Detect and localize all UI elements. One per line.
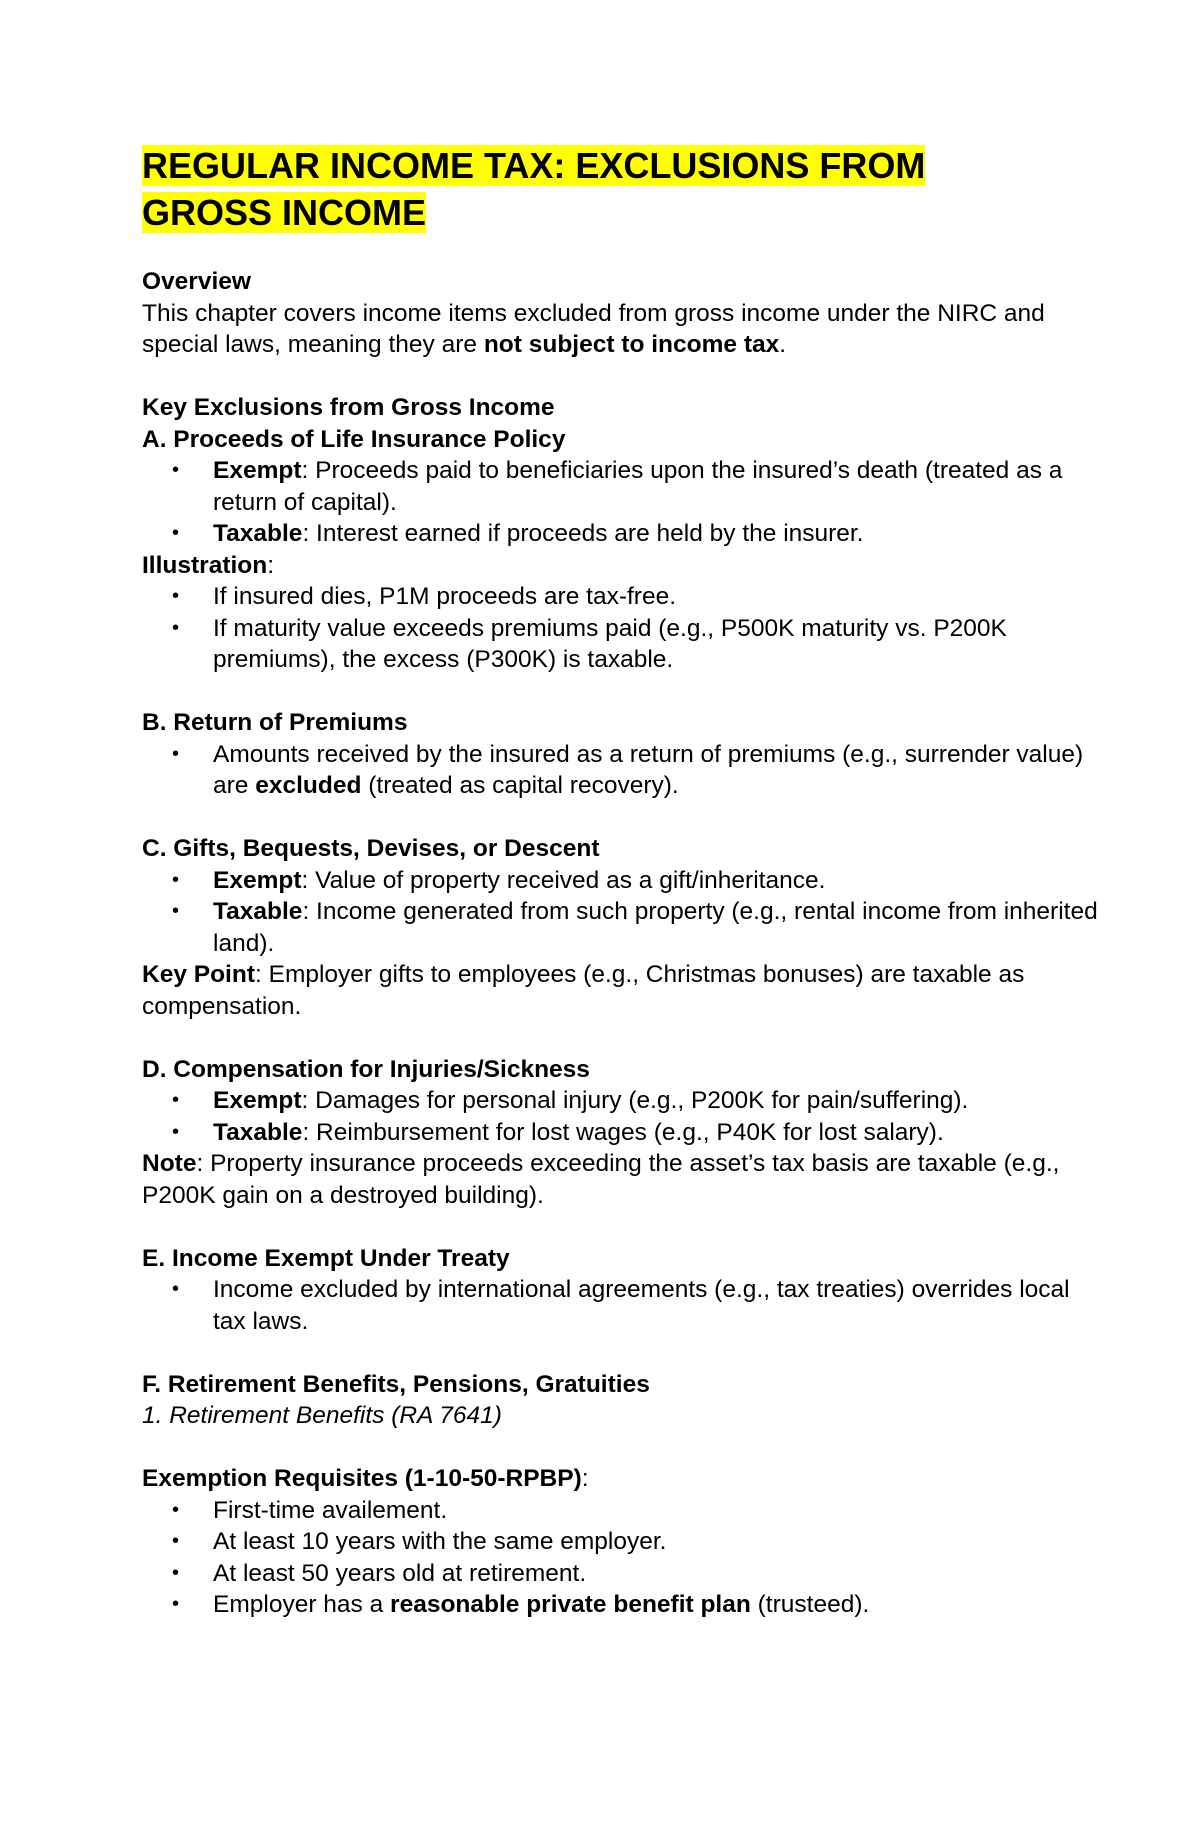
section-b-heading: B. Return of Premiums (142, 709, 408, 736)
spacer (142, 361, 1100, 393)
bullet-text: : Reimbursement for lost wages (e.g., P40K for lost salary). (302, 1118, 944, 1146)
spacer (142, 802, 1100, 834)
overview-paragraph (142, 298, 1100, 361)
list-item (142, 455, 1100, 518)
note-text: : Property insurance proceeds exceeding the asset’s tax basis are taxable (e.g., P200K gain on a destroyed building). (142, 1150, 1060, 1209)
requisites-list (142, 1495, 1100, 1621)
bullet-text: (treated as capital recovery). (361, 772, 679, 799)
section-c-list (142, 865, 1100, 960)
bullet-label: Taxable (213, 520, 303, 547)
note-text: : Employer gifts to employees (e.g., Christmas bonuses) are taxable as compensation. (142, 961, 1025, 1020)
bullet-label: Taxable (213, 898, 303, 925)
key-point-note (142, 959, 1100, 1022)
list-item: • If maturity value exceeds premiums paid (e.g., P500K maturity vs. P200K premiums), the excess (P300K) is taxable. (142, 613, 1100, 676)
section-f-subheading: 1. Retirement Benefits (RA 7641) (142, 1402, 502, 1429)
requisites-heading (142, 1463, 1100, 1495)
illustration-list (142, 581, 1100, 676)
section-e-heading: E. Income Exempt Under Treaty (142, 1244, 510, 1272)
title-line-1: REGULAR INCOME TAX: EXCLUSIONS FROM (142, 145, 926, 186)
spacer (142, 1211, 1100, 1243)
list-item (142, 1589, 1100, 1621)
spacer (142, 1337, 1100, 1369)
overview-text: This chapter covers income items excluded from gross income under the NIRC and special laws, meaning they are (142, 299, 1045, 358)
spacer (142, 1022, 1100, 1054)
spacer (142, 1432, 1100, 1464)
bullet-text: : Income generated from such property (e.g., rental income from inherited land). (213, 898, 1098, 957)
section-b-list (142, 739, 1100, 802)
bullet-text: : Damages for personal injury (e.g., P200K for pain/suffering). (301, 1087, 969, 1114)
section-a-list (142, 455, 1100, 550)
overview-period: . (779, 331, 787, 358)
note-label: Key Point (142, 961, 255, 988)
bullet-label: Exempt (213, 866, 302, 894)
illustration-heading (142, 550, 1100, 582)
document-title (142, 142, 1022, 236)
section-c-heading: C. Gifts, Bequests, Devises, or Descent (142, 835, 600, 862)
bullet-text: Employer has a (213, 1591, 391, 1618)
section-d-heading: D. Compensation for Injuries/Sickness (142, 1055, 590, 1083)
overview-heading: Overview (142, 268, 251, 295)
list-item (142, 739, 1100, 802)
list-item: • At least 50 years old at retirement. (142, 1558, 1100, 1590)
bullet-label: Exempt (213, 457, 302, 484)
bullet-label: Exempt (213, 1087, 302, 1114)
bullet-label: Taxable (213, 1118, 303, 1146)
bullet-emphasis: excluded (255, 772, 362, 799)
bullet-text: Amounts received by the insured as a return of premiums (e.g., surrender value) are (213, 740, 1084, 799)
key-exclusions-heading: Key Exclusions from Gross Income (142, 394, 555, 421)
list-item (142, 865, 1100, 897)
list-item: • Income excluded by international agreements (e.g., tax treaties) overrides local tax laws. (142, 1274, 1100, 1337)
spacer (142, 676, 1100, 708)
note-label: Note (142, 1150, 197, 1177)
section-e-list (142, 1274, 1100, 1337)
section-a-heading: A. Proceeds of Life Insurance Policy (142, 425, 566, 453)
bullet-text: (trusteed). (750, 1591, 870, 1618)
section-f-heading: F. Retirement Benefits, Pensions, Gratuities (142, 1370, 650, 1398)
bullet-emphasis: reasonable private benefit plan (390, 1591, 751, 1618)
list-item (142, 518, 1100, 550)
list-item (142, 1117, 1100, 1149)
overview-emphasis: not subject to income tax (483, 331, 780, 358)
list-item (142, 1085, 1100, 1117)
bullet-text: : Value of property received as a gift/inheritance. (301, 866, 826, 894)
requisites-label: Exemption Requisites (1-10-50-RPBP) (142, 1465, 582, 1492)
illustration-colon: : (267, 551, 275, 579)
section-d-list (142, 1085, 1100, 1148)
illustration-label: Illustration (142, 551, 268, 579)
note (142, 1148, 1100, 1211)
list-item: • First-time availement. (142, 1495, 1100, 1527)
bullet-text: : Interest earned if proceeds are held by the insurer. (302, 520, 864, 547)
title-line-2: GROSS INCOME (142, 192, 427, 233)
requisites-colon: : (581, 1465, 589, 1492)
bullet-text: : Proceeds paid to beneficiaries upon the insured’s death (treated as a return of capital). (213, 457, 1063, 516)
list-item (142, 896, 1100, 959)
list-item: • At least 10 years with the same employer. (142, 1526, 1100, 1558)
list-item: • If insured dies, P1M proceeds are tax-free. (142, 581, 1100, 613)
